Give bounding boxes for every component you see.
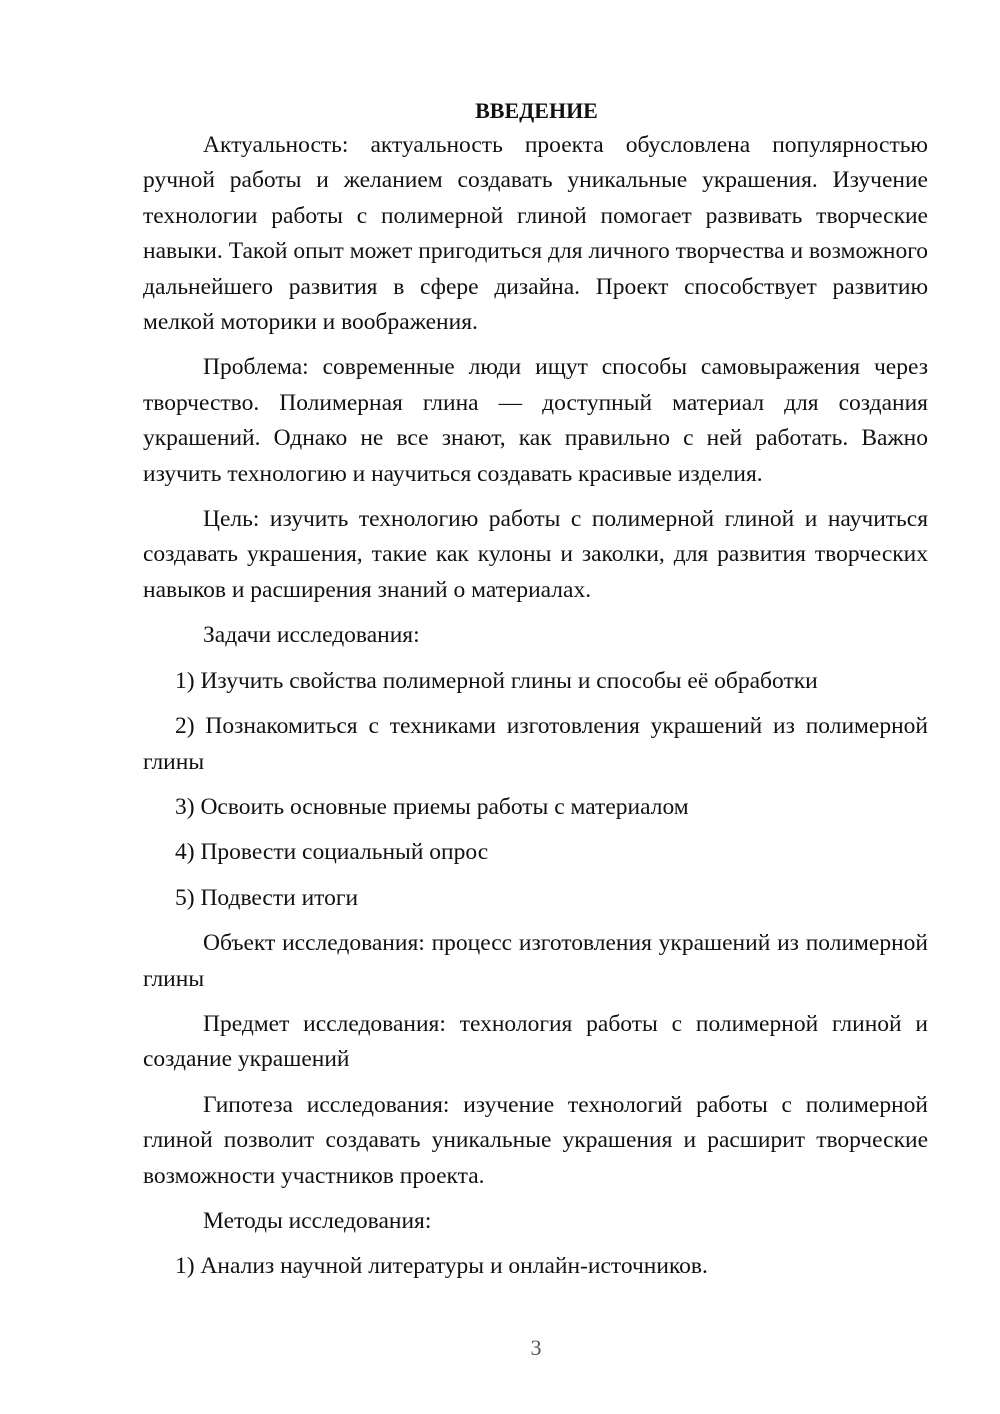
relevance-paragraph: Актуальность: актуальность проекта обусловлена популярностью ручной работы и желанием создавать уникальные украшения. Изучение технологии работы с полимерной глиной помогает развивать творческие навыки. Такой опыт может пригодиться для личного творчества и возможного дальнейшего развития в сфере дизайна. Проект способствует развитию мелкой моторики и воображения. — [143, 132, 928, 336]
task-item: 3) Освоить основные приемы работы с материалом — [175, 793, 689, 820]
tasks-title: Задачи исследования: — [203, 622, 420, 649]
task-item: 4) Провести социальный опрос — [175, 839, 489, 866]
page-number: 3 — [530, 1335, 542, 1360]
goal-paragraph: Цель: изучить технологию работы с полимерной глиной и научиться создавать украшения, такие как кулоны и заколки, для развития творческих навыков и расширения знаний о материалах. — [143, 506, 928, 603]
subject-paragraph: Предмет исследования: технология работы с полимерной глиной и создание украшений — [143, 1010, 928, 1073]
task-item: 1) Изучить свойства полимерной глины и способы её обработки — [175, 667, 818, 694]
document-body — [143, 96, 928, 1295]
methods-title: Методы исследования: — [203, 1207, 432, 1234]
task-item: 2) Познакомиться с техниками изготовления украшений из полимерной глины — [143, 713, 928, 775]
object-paragraph: Объект исследования: процесс изготовления украшений из полимерной глины — [143, 930, 928, 992]
hypothesis-paragraph: Гипотеза исследования: изучение технологий работы с полимерной глиной позволит создавать уникальные украшения и расширит творческие возможности участников проекта. — [143, 1091, 928, 1189]
section-heading: ВВЕДЕНИЕ — [475, 98, 598, 123]
problem-paragraph: Проблема: современные люди ищут способы самовыражения через творчество. Полимерная глина — доступный материал для создания украшений. Однако не все знают, как правильно с ней работать. Важно изучить технологию и научиться создавать красивые изделия. — [143, 354, 928, 487]
method-item: 1) Анализ научной литературы и онлайн-источников. — [175, 1253, 708, 1280]
task-item: 5) Подвести итоги — [175, 884, 359, 911]
